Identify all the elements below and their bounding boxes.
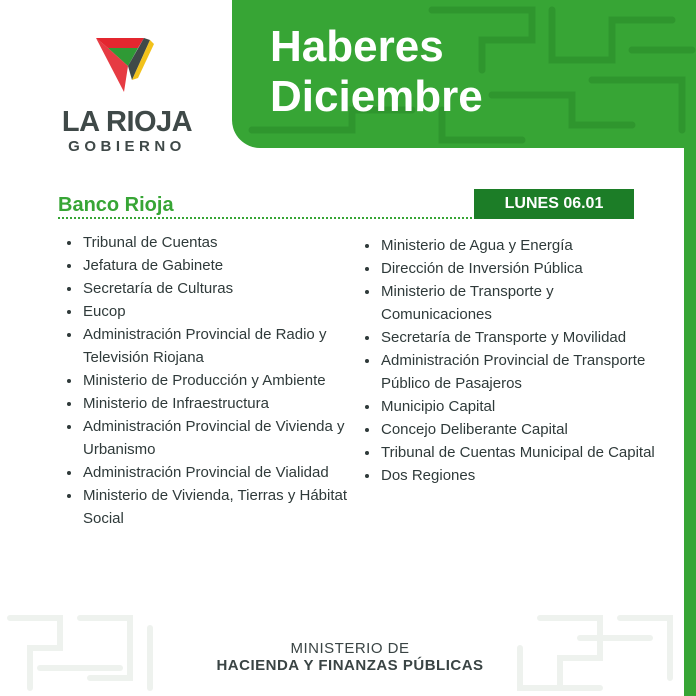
logo — [52, 30, 202, 155]
list-item: • Administración Provincial de Radio y Televisión Riojana — [82, 323, 367, 369]
list-item: • Administración Provincial de Vialidad — [82, 461, 367, 484]
list-item: • Tribunal de Cuentas Municipal de Capital — [380, 441, 655, 464]
list-item: • Tribunal de Cuentas — [82, 231, 367, 254]
list-item: • Eucop — [82, 300, 367, 323]
list-item: • Ministerio de Producción y Ambiente — [82, 369, 367, 392]
list-item: • Ministerio de Infraestructura — [82, 392, 367, 415]
date-badge: LUNES 06.01 — [474, 189, 634, 219]
right-list — [356, 234, 655, 487]
header-banner — [232, 0, 696, 148]
logo-name: LA RIOJA — [61, 106, 193, 138]
side-strip — [684, 148, 696, 696]
list-item: • Ministerio de Agua y Energía — [380, 234, 655, 257]
list-item: • Ministerio de Transporte y Comunicaciones — [380, 280, 655, 326]
bank-heading: Banco Rioja — [58, 194, 174, 216]
list-item: • Administración Provincial de Vivienda y Urbanismo — [82, 415, 367, 461]
list-item: • Dos Regiones — [380, 464, 655, 487]
logo-subtitle: GOBIERNO — [68, 138, 186, 155]
list-item: • Secretaría de Culturas — [82, 277, 367, 300]
list-item: • Dirección de Inversión Pública — [380, 257, 655, 280]
list-item: • Jefatura de Gabinete — [82, 254, 367, 277]
footer-line-2: HACIENDA Y FINANZAS PÚBLICAS — [216, 657, 484, 674]
list-item: • Secretaría de Transporte y Movilidad — [380, 326, 655, 349]
list-item: • Administración Provincial de Transporte Público de Pasajeros — [380, 349, 655, 395]
list-item: • Municipio Capital — [380, 395, 655, 418]
title-line-2: Diciembre — [270, 72, 483, 121]
footer — [150, 640, 550, 674]
title-line-1: Haberes — [270, 22, 444, 71]
left-list — [58, 231, 367, 530]
list-item: • Ministerio de Vivienda, Tierras y Hábitat Social — [82, 484, 367, 530]
la-rioja-emblem-icon — [92, 30, 162, 100]
page-title — [270, 22, 483, 122]
list-item: • Concejo Deliberante Capital — [380, 418, 655, 441]
dotted-divider — [58, 217, 476, 219]
footer-line-1: MINISTERIO DE — [290, 640, 410, 657]
